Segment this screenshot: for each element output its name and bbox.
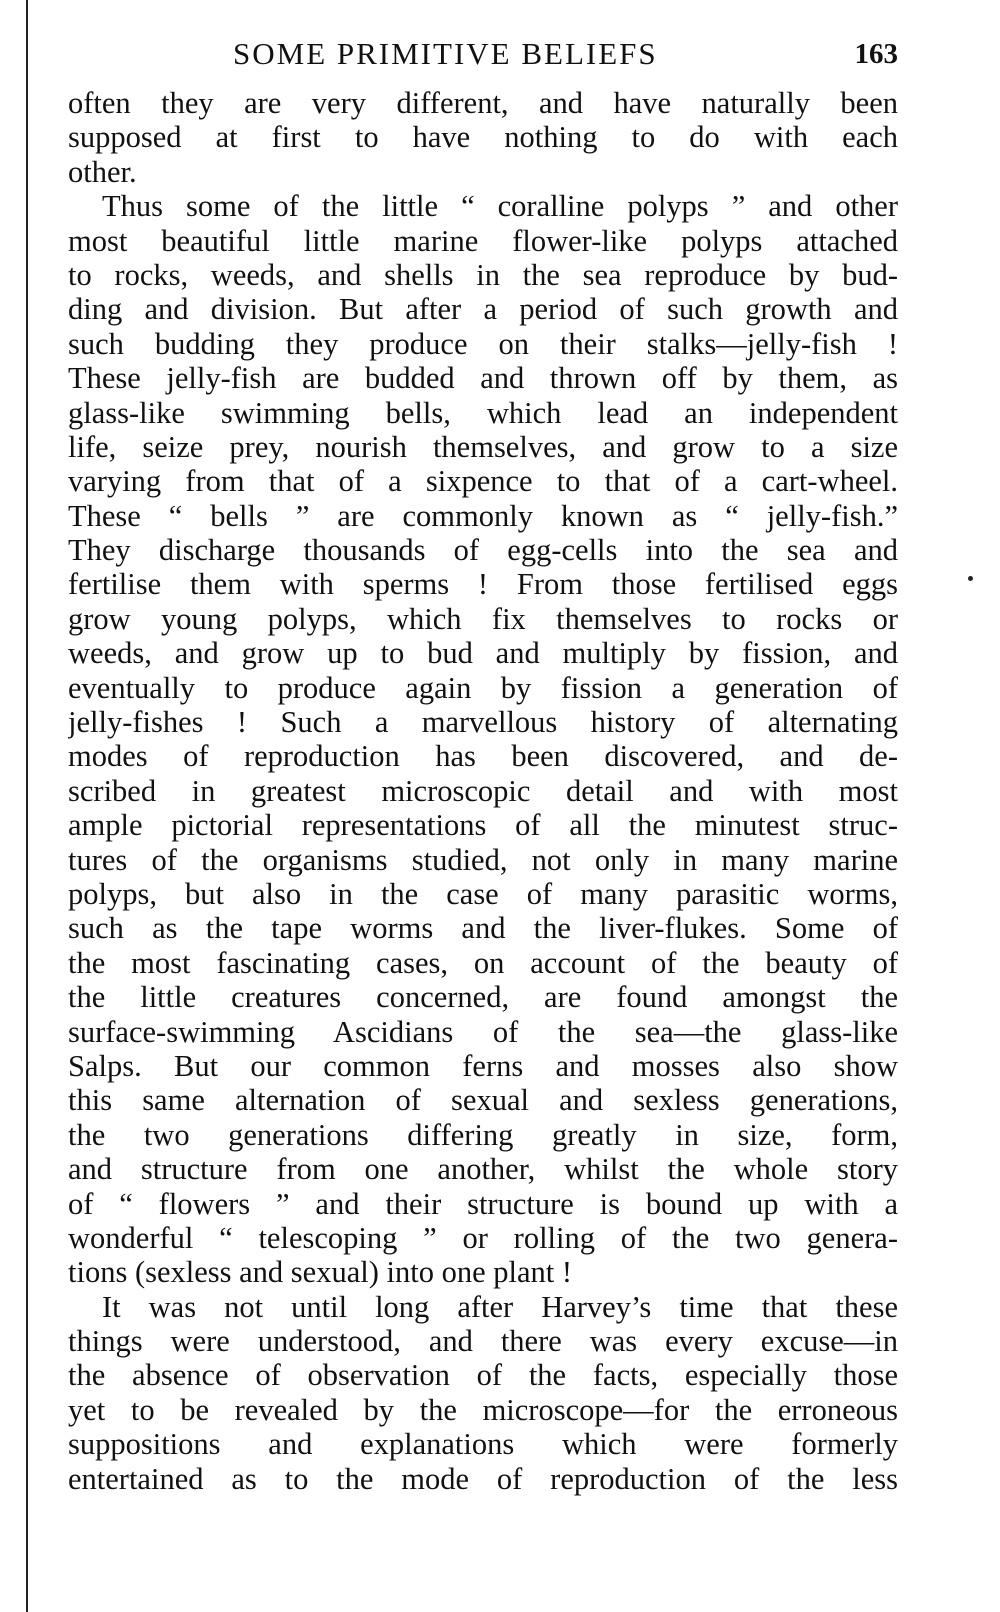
text-line: These jelly-fish are budded and thrown off by them, as <box>68 361 898 396</box>
text-line: ample pictorial representations of all the minutest struc- <box>68 808 898 843</box>
text-line: of “ flowers ” and their structure is bound up with a <box>68 1186 898 1221</box>
text-line: They discharge thousands of egg-cells into the sea and <box>68 533 898 568</box>
text-line: Salps. But our common ferns and mosses also show <box>68 1048 898 1083</box>
text-line: wonderful “ telescoping ” or rolling of the two genera- <box>68 1220 898 1255</box>
text-line: such as the tape worms and the liver-flukes. Some of <box>68 911 898 946</box>
text-line: weeds, and grow up to bud and multiply by fission, and <box>68 636 898 671</box>
text-line: fertilise them with sperms ! From those fertilised eggs <box>68 567 898 602</box>
text-line: life, seize prey, nourish themselves, and grow to a size <box>68 429 898 464</box>
text-line: jelly-fishes ! Such a marvellous history of alternating <box>68 705 898 740</box>
text-line: most beautiful little marine flower-like polyps attached <box>68 223 898 258</box>
text-line: this same alternation of sexual and sexless generations, <box>68 1083 898 1118</box>
text-line: yet to be revealed by the microscope—for the erroneous <box>68 1392 898 1427</box>
text-line: varying from that of a sixpence to that of a cart-wheel. <box>68 464 898 499</box>
text-line: things were understood, and there was every excuse—in <box>68 1324 898 1359</box>
text-line: tions (sexless and sexual) into one plant ! <box>68 1255 572 1290</box>
page-number: 163 <box>854 38 898 70</box>
text-line: other. <box>68 154 137 189</box>
text-line: and structure from one another, whilst the whole story <box>68 1152 898 1187</box>
text-line: grow young polyps, which fix themselves to rocks or <box>68 601 898 636</box>
text-line: to rocks, weeds, and shells in the sea reproduce by bud- <box>68 257 898 292</box>
body-text <box>68 86 898 1496</box>
paragraph-start-line: Thus some of the little “ coralline polyps ” and other <box>102 189 898 224</box>
running-head <box>68 34 898 74</box>
text-line: scribed in greatest microscopic detail and with most <box>68 773 898 808</box>
text-line: the most fascinating cases, on account of the beauty of <box>68 945 898 980</box>
text-line: suppositions and explanations which were formerly <box>68 1427 898 1462</box>
text-line: These “ bells ” are commonly known as “ jelly-fish.” <box>68 498 898 533</box>
text-line: ding and division. But after a period of such growth and <box>68 292 898 327</box>
page-binding-edge <box>26 0 28 1612</box>
text-line: surface-swimming Ascidians of the sea—the glass-like <box>68 1014 898 1049</box>
text-line: polyps, but also in the case of many parasitic worms, <box>68 876 898 911</box>
text-line: eventually to produce again by fission a generation of <box>68 670 898 705</box>
text-line: often they are very different, and have naturally been <box>68 86 898 120</box>
running-title: SOME PRIMITIVE BELIEFS <box>233 36 658 71</box>
text-line: the absence of observation of the facts, especially those <box>68 1358 898 1393</box>
text-line: entertained as to the mode of reproduction of the less <box>68 1461 898 1496</box>
text-line: such budding they produce on their stalks—jelly-fish ! <box>68 326 898 361</box>
paragraph-start-line: It was not until long after Harvey’s time that these <box>102 1289 898 1324</box>
text-line: the little creatures concerned, are found amongst the <box>68 980 898 1015</box>
text-line: tures of the organisms studied, not only in many marine <box>68 842 898 877</box>
text-line: modes of reproduction has been discovered, and de- <box>68 739 898 774</box>
text-line: the two generations differing greatly in size, form, <box>68 1117 898 1152</box>
text-line: supposed at first to have nothing to do with each <box>68 120 898 155</box>
margin-speck <box>968 576 973 581</box>
text-line: glass-like swimming bells, which lead an independent <box>68 395 898 430</box>
